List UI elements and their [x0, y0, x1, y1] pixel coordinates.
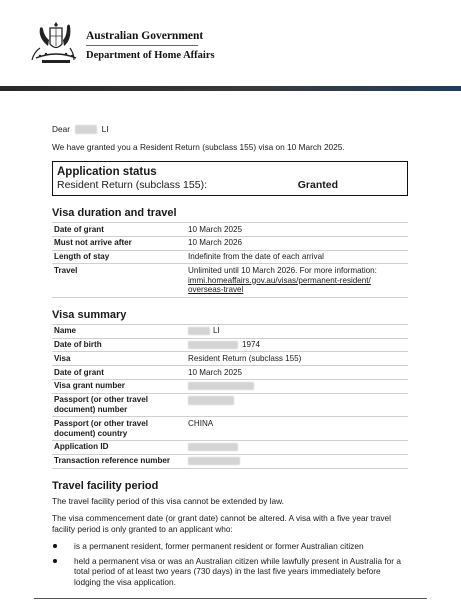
row-value — [186, 454, 408, 468]
row-label: Passport (or other travel document) number — [52, 393, 186, 417]
table-row — [52, 379, 408, 393]
table-row — [52, 324, 408, 338]
summary-title: Visa summary — [52, 308, 127, 321]
travel-facility-p2: The visa commencement date (or grant date) cannot be altered. A visa with a five year travel facility period is only granted to an applicant who: — [52, 513, 391, 534]
table-row — [52, 264, 408, 297]
letter-body — [52, 124, 408, 591]
eligibility-list — [52, 541, 408, 587]
row-value: 10 March 2025 — [186, 223, 408, 237]
name-surname: LI — [213, 326, 220, 336]
redacted-given-name — [188, 327, 210, 335]
table-row — [52, 366, 408, 380]
duration-table — [52, 222, 408, 298]
redacted-given-name — [75, 125, 97, 134]
redacted-grant-number — [188, 382, 254, 390]
row-value: CHINA — [186, 417, 408, 441]
row-label: Length of stay — [52, 250, 186, 264]
row-label: Travel — [52, 264, 186, 297]
redacted-passport-number — [188, 396, 234, 405]
department-title: Department of Home Affairs — [86, 50, 215, 61]
government-title: Australian Government — [86, 30, 204, 42]
row-value: Resident Return (subclass 155) — [186, 352, 408, 366]
table-row — [52, 250, 408, 264]
salutation: Dear — [52, 124, 70, 134]
table-row — [52, 440, 408, 454]
row-label: Name — [52, 324, 186, 338]
surname: LI — [101, 124, 109, 134]
travel-info-link[interactable]: immi.homeaffairs.gov.au/visas/permanent-resident/ — [188, 275, 371, 285]
row-label: Application ID — [52, 440, 186, 454]
salutation-line — [52, 124, 408, 135]
table-row — [52, 338, 408, 352]
redacted-transaction-ref — [188, 457, 240, 465]
row-label: Visa grant number — [52, 379, 186, 393]
row-label: Must not arrive after — [52, 236, 186, 250]
row-value: Indefinite from the date of each arrival — [186, 250, 408, 264]
letterhead — [0, 0, 461, 86]
header-bar — [0, 86, 461, 91]
row-value — [186, 440, 408, 454]
list-item: is a permanent resident, former permanent resident or former Australian citizen — [52, 541, 408, 552]
travel-facility-p1: The travel facility period of this visa cannot be extended by law. — [52, 495, 284, 506]
redacted-application-id — [188, 443, 238, 451]
status-row — [57, 179, 402, 192]
list-item: held a permanent visa or was an Australian citizen while lawfully present in Australia for a total period of at least two years (730 days) in the last five years immediately before lodging the visa application. — [52, 556, 408, 588]
row-value — [186, 264, 408, 297]
intro-text: We have granted you a Resident Return (subclass 155) visa on 10 March 2025. — [52, 141, 345, 152]
redacted-birth-day-month — [188, 341, 238, 349]
table-row — [52, 393, 408, 417]
travel-text: Unlimited until 10 March 2026. For more information: — [188, 265, 377, 275]
table-row — [52, 454, 408, 468]
row-value — [186, 324, 408, 338]
coat-of-arms-icon — [28, 18, 80, 66]
travel-facility-title: Travel facility period — [52, 479, 159, 492]
row-value — [186, 338, 408, 352]
table-row — [52, 223, 408, 237]
table-row — [52, 417, 408, 441]
row-label: Visa — [52, 352, 186, 366]
row-label: Date of grant — [52, 366, 186, 380]
footer-divider — [34, 598, 427, 599]
row-label: Passport (or other travel document) country — [52, 417, 186, 441]
row-label: Transaction reference number — [52, 454, 186, 468]
status-value: Granted — [297, 179, 338, 191]
duration-title: Visa duration and travel — [52, 207, 177, 219]
summary-table — [52, 324, 408, 469]
row-value: 10 March 2026 — [186, 236, 408, 250]
row-value — [186, 379, 408, 393]
application-status-box — [52, 161, 408, 196]
travel-info-link-cont[interactable]: overseas-travel — [188, 285, 244, 295]
status-title: Application status — [57, 166, 157, 178]
letterhead-divider — [86, 45, 198, 46]
table-row — [52, 236, 408, 250]
row-label: Date of grant — [52, 223, 186, 237]
birth-year: 1974 — [242, 340, 261, 350]
row-value: 10 March 2025 — [186, 366, 408, 380]
table-row — [52, 352, 408, 366]
row-label: Date of birth — [52, 338, 186, 352]
row-value — [186, 393, 408, 417]
status-label: Resident Return (subclass 155): — [57, 179, 207, 191]
